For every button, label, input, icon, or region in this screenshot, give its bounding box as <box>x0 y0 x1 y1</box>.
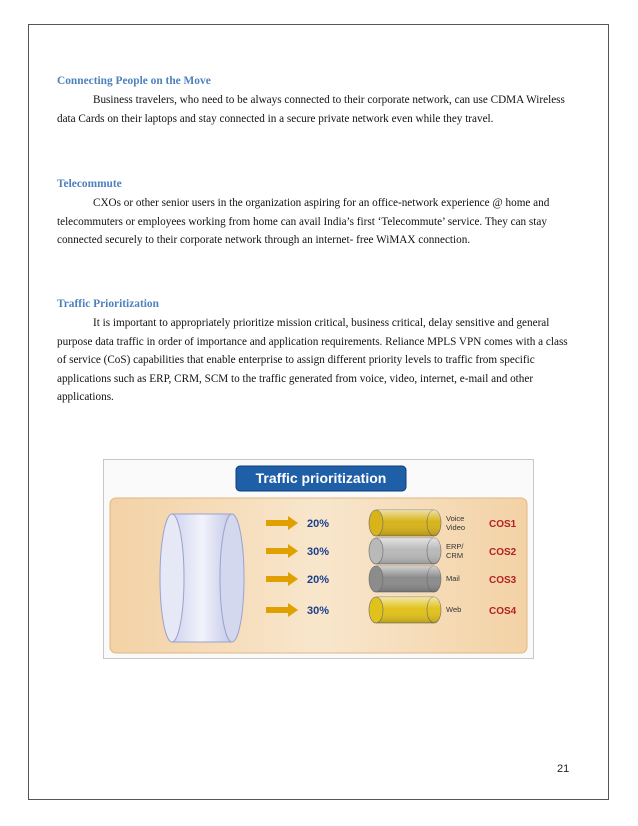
app-cylinder-cap-shine <box>427 538 441 564</box>
traffic-percent: 20% <box>307 574 330 586</box>
traffic-percent: 30% <box>307 605 330 617</box>
arrow-shaft <box>266 548 288 554</box>
app-cylinder-shine <box>376 510 434 536</box>
traffic-percent: 20% <box>307 518 330 530</box>
section-heading: Telecommute <box>57 178 122 190</box>
app-label: ERP/ <box>446 542 464 551</box>
app-cylinder-end <box>369 597 383 623</box>
section-body: Business travelers, who need to be always connected to their corporate network, can use CDMA Wireless data Cards on their laptops and stay connected in a secure private network even while they travel. <box>57 94 565 125</box>
figure-title: Traffic prioritization <box>255 470 387 486</box>
cos-label: COS4 <box>489 606 517 617</box>
app-label-line2: CRM <box>446 551 464 560</box>
cos-label: COS3 <box>489 575 517 586</box>
cos-label: COS2 <box>489 547 517 558</box>
section-body: CXOs or other senior users in the organization aspiring for an office-network experience @ home and telecommuters or employees working from home can avail India’s first ‘Telecommute’ service. They can stay connected securely to their corporate network through an internet- free WiMAX connection. <box>57 197 550 247</box>
app-cylinder-shine <box>376 597 434 623</box>
page-number: 21 <box>557 763 570 775</box>
app-label: Web <box>446 605 462 614</box>
section-connecting-people <box>57 73 577 128</box>
app-label: Mail <box>446 574 460 583</box>
section-heading: Connecting People on the Move <box>57 75 211 87</box>
app-cylinder-end <box>369 510 383 536</box>
app-label: Voice <box>446 514 465 523</box>
app-cylinder-end <box>369 538 383 564</box>
app-cylinder-cap-shine <box>427 510 441 536</box>
arrow-shaft <box>266 520 288 526</box>
traffic-percent: 30% <box>307 546 330 558</box>
pipe-cylinder-front <box>220 514 244 642</box>
figure-graphic <box>104 460 533 658</box>
section-telecommute <box>57 176 577 250</box>
arrow-shaft <box>266 576 288 582</box>
app-cylinder-cap-shine <box>427 597 441 623</box>
traffic-prioritization-figure <box>103 459 534 659</box>
arrow-shaft <box>266 607 288 613</box>
pipe-cylinder-end <box>160 514 184 642</box>
section-heading: Traffic Prioritization <box>57 298 159 310</box>
app-cylinder-shine <box>376 538 434 564</box>
app-cylinder-cap-shine <box>427 566 441 592</box>
page-border <box>28 24 609 800</box>
section-traffic-prioritization <box>57 296 577 407</box>
app-cylinder-end <box>369 566 383 592</box>
cos-label: COS1 <box>489 519 517 530</box>
app-label-line2: Video <box>446 523 466 532</box>
section-body: It is important to appropriately prioritize mission critical, business critical, delay sensitive and general purpose data traffic in order of importance and application requirements. Reliance MPLS VPN comes with a class of service (CoS) capabilities that enable enterprise to assign different priority levels to traffic from specific applications such as ERP, CRM, SCM to the traffic generated from voice, video, internet, e-mail and other applications. <box>57 317 568 404</box>
app-cylinder-shine <box>376 566 434 592</box>
